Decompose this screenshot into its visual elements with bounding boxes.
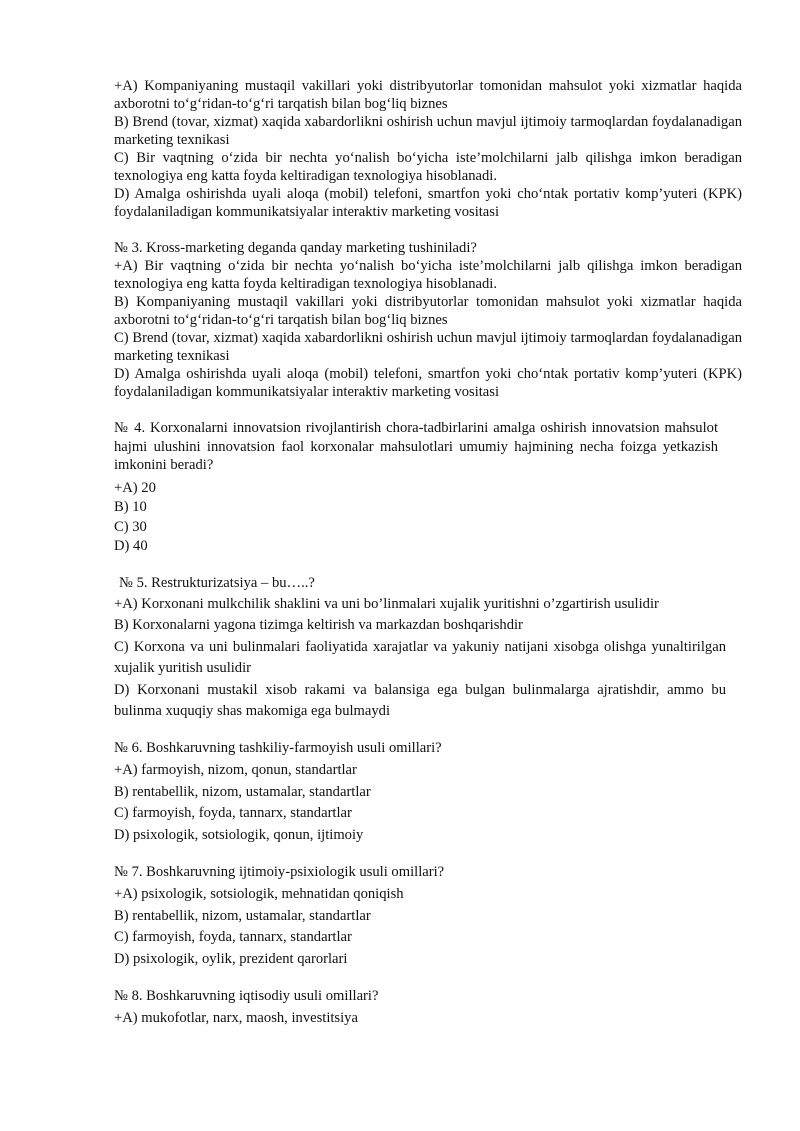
option-a: +A) Korxonani mulkchilik shaklini va uni bo’linmalari xujalik yuritishni o’zgartirish usulidir [114, 595, 659, 612]
option-d: D) Amalga oshirishda uyali aloqa (mobil) telefoni, smartfon yoki cho‘ntak portativ komp’yuteri (KPK) foydalaniladigan kommunikatsiyalar interaktiv marketing vositasi [114, 186, 742, 220]
option-b: B) rentabellik, nizom, ustamalar, standartlar [114, 783, 371, 800]
question-text: № 3. Kross-marketing deganda qanday marketing tushiniladi? [114, 240, 477, 256]
question-6 [114, 738, 742, 846]
question-5 [114, 573, 742, 723]
option-c: C) Bir vaqtning o‘zida bir nechta yo‘nalish bo‘yicha iste’molchilarni jalb qilishga imkon beradigan texnologiya eng katta foyda keltiradigan texnologiya hisoblanadi. [114, 150, 742, 184]
question-4 [114, 419, 742, 557]
option-b: B) 10 [114, 499, 147, 515]
option-c: C) Brend (tovar, xizmat) xaqida xabardorlikni oshirish uchun mavjul ijtimoiy tarmoqlardan foydalanadigan marketing texnikasi [114, 330, 742, 364]
option-a: +A) psixologik, sotsiologik, mehnatidan qoniqish [114, 885, 404, 902]
option-d: D) Korxonani mustakil xisob rakami va balansiga ega bulgan bulinmalarga ajratishdir, ammo bu bulinma xuquqiy shas makomiga ega bulmaydi [114, 681, 726, 719]
question-text: № 5. Restrukturizatsiya – bu…..? [119, 574, 315, 591]
question-2-tail [114, 77, 742, 221]
option-c: C) farmoyish, foyda, tannarx, standartlar [114, 805, 352, 822]
question-text: № 8. Boshkaruvning iqtisodiy usuli omillari? [114, 988, 379, 1005]
option-b: B) Kompaniyaning mustaqil vakillari yoki distribyutorlar tomonidan mahsulot yoki xizmatlar haqida axborotni to‘g‘ridan-to‘g‘ri tarqatish bilan bog‘liq biznes [114, 294, 742, 328]
question-text: № 4. Korxonalarni innovatsion rivojlantirish chora-tadbirlarini amalga oshirish innovatsion mahsulot hajmi ulushini innovatsion faol korxonalar mahsulotlari umumiy hajmining necha foizga yetkazish imkonini beradi? [114, 420, 718, 473]
document-page [114, 77, 742, 1029]
option-c: C) Korxona va uni bulinmalari faoliyatida xarajatlar va yakuniy natijani xisobga olishga yunaltirilgan xujalik yuritish usulidir [114, 638, 726, 677]
option-a: +A) mukofotlar, narx, maosh, investitsiya [114, 1009, 358, 1026]
option-a: +A) Kompaniyaning mustaqil vakillari yoki distribyutorlar tomonidan mahsulot yoki xizmatlar haqida axborotni to‘g‘ridan-to‘g‘ri tarqatish bilan bog‘liq biznes [114, 78, 742, 112]
question-7 [114, 862, 742, 970]
option-c: C) farmoyish, foyda, tannarx, standartlar [114, 929, 352, 946]
option-c: C) 30 [114, 518, 147, 535]
question-text: № 7. Boshkaruvning ijtimoiy-psixiologik usuli omillari? [114, 864, 445, 881]
option-a: +A) 20 [114, 479, 156, 496]
option-d: D) psixologik, sotsiologik, qonun, ijtimoiy [114, 826, 364, 843]
question-3 [114, 239, 742, 401]
option-d: D) 40 [114, 538, 148, 554]
option-d: D) Amalga oshirishda uyali aloqa (mobil) telefoni, smartfon yoki cho‘ntak portativ komp’yuteri (KPK) foydalaniladigan kommunikatsiyalar interaktiv marketing vositasi [114, 366, 742, 400]
option-b: B) Korxonalarni yagona tizimga keltirish va markazdan boshqarishdir [114, 617, 523, 634]
option-b: B) Brend (tovar, xizmat) xaqida xabardorlikni oshirish uchun mavjul ijtimoiy tarmoqlardan foydalanadigan marketing texnikasi [114, 114, 742, 148]
option-d: D) psixologik, oylik, prezident qarorlari [114, 950, 348, 967]
question-text: № 6. Boshkaruvning tashkiliy-farmoyish usuli omillari? [114, 740, 442, 757]
option-a: +A) farmoyish, nizom, qonun, standartlar [114, 761, 357, 778]
question-8 [114, 986, 742, 1029]
option-b: B) rentabellik, nizom, ustamalar, standartlar [114, 907, 371, 924]
option-a: +A) Bir vaqtning o‘zida bir nechta yo‘nalish bo‘yicha iste’molchilarni jalb qilishga imkon beradigan texnologiya eng katta foyda keltiradigan texnologiya hisoblanadi. [114, 258, 742, 292]
